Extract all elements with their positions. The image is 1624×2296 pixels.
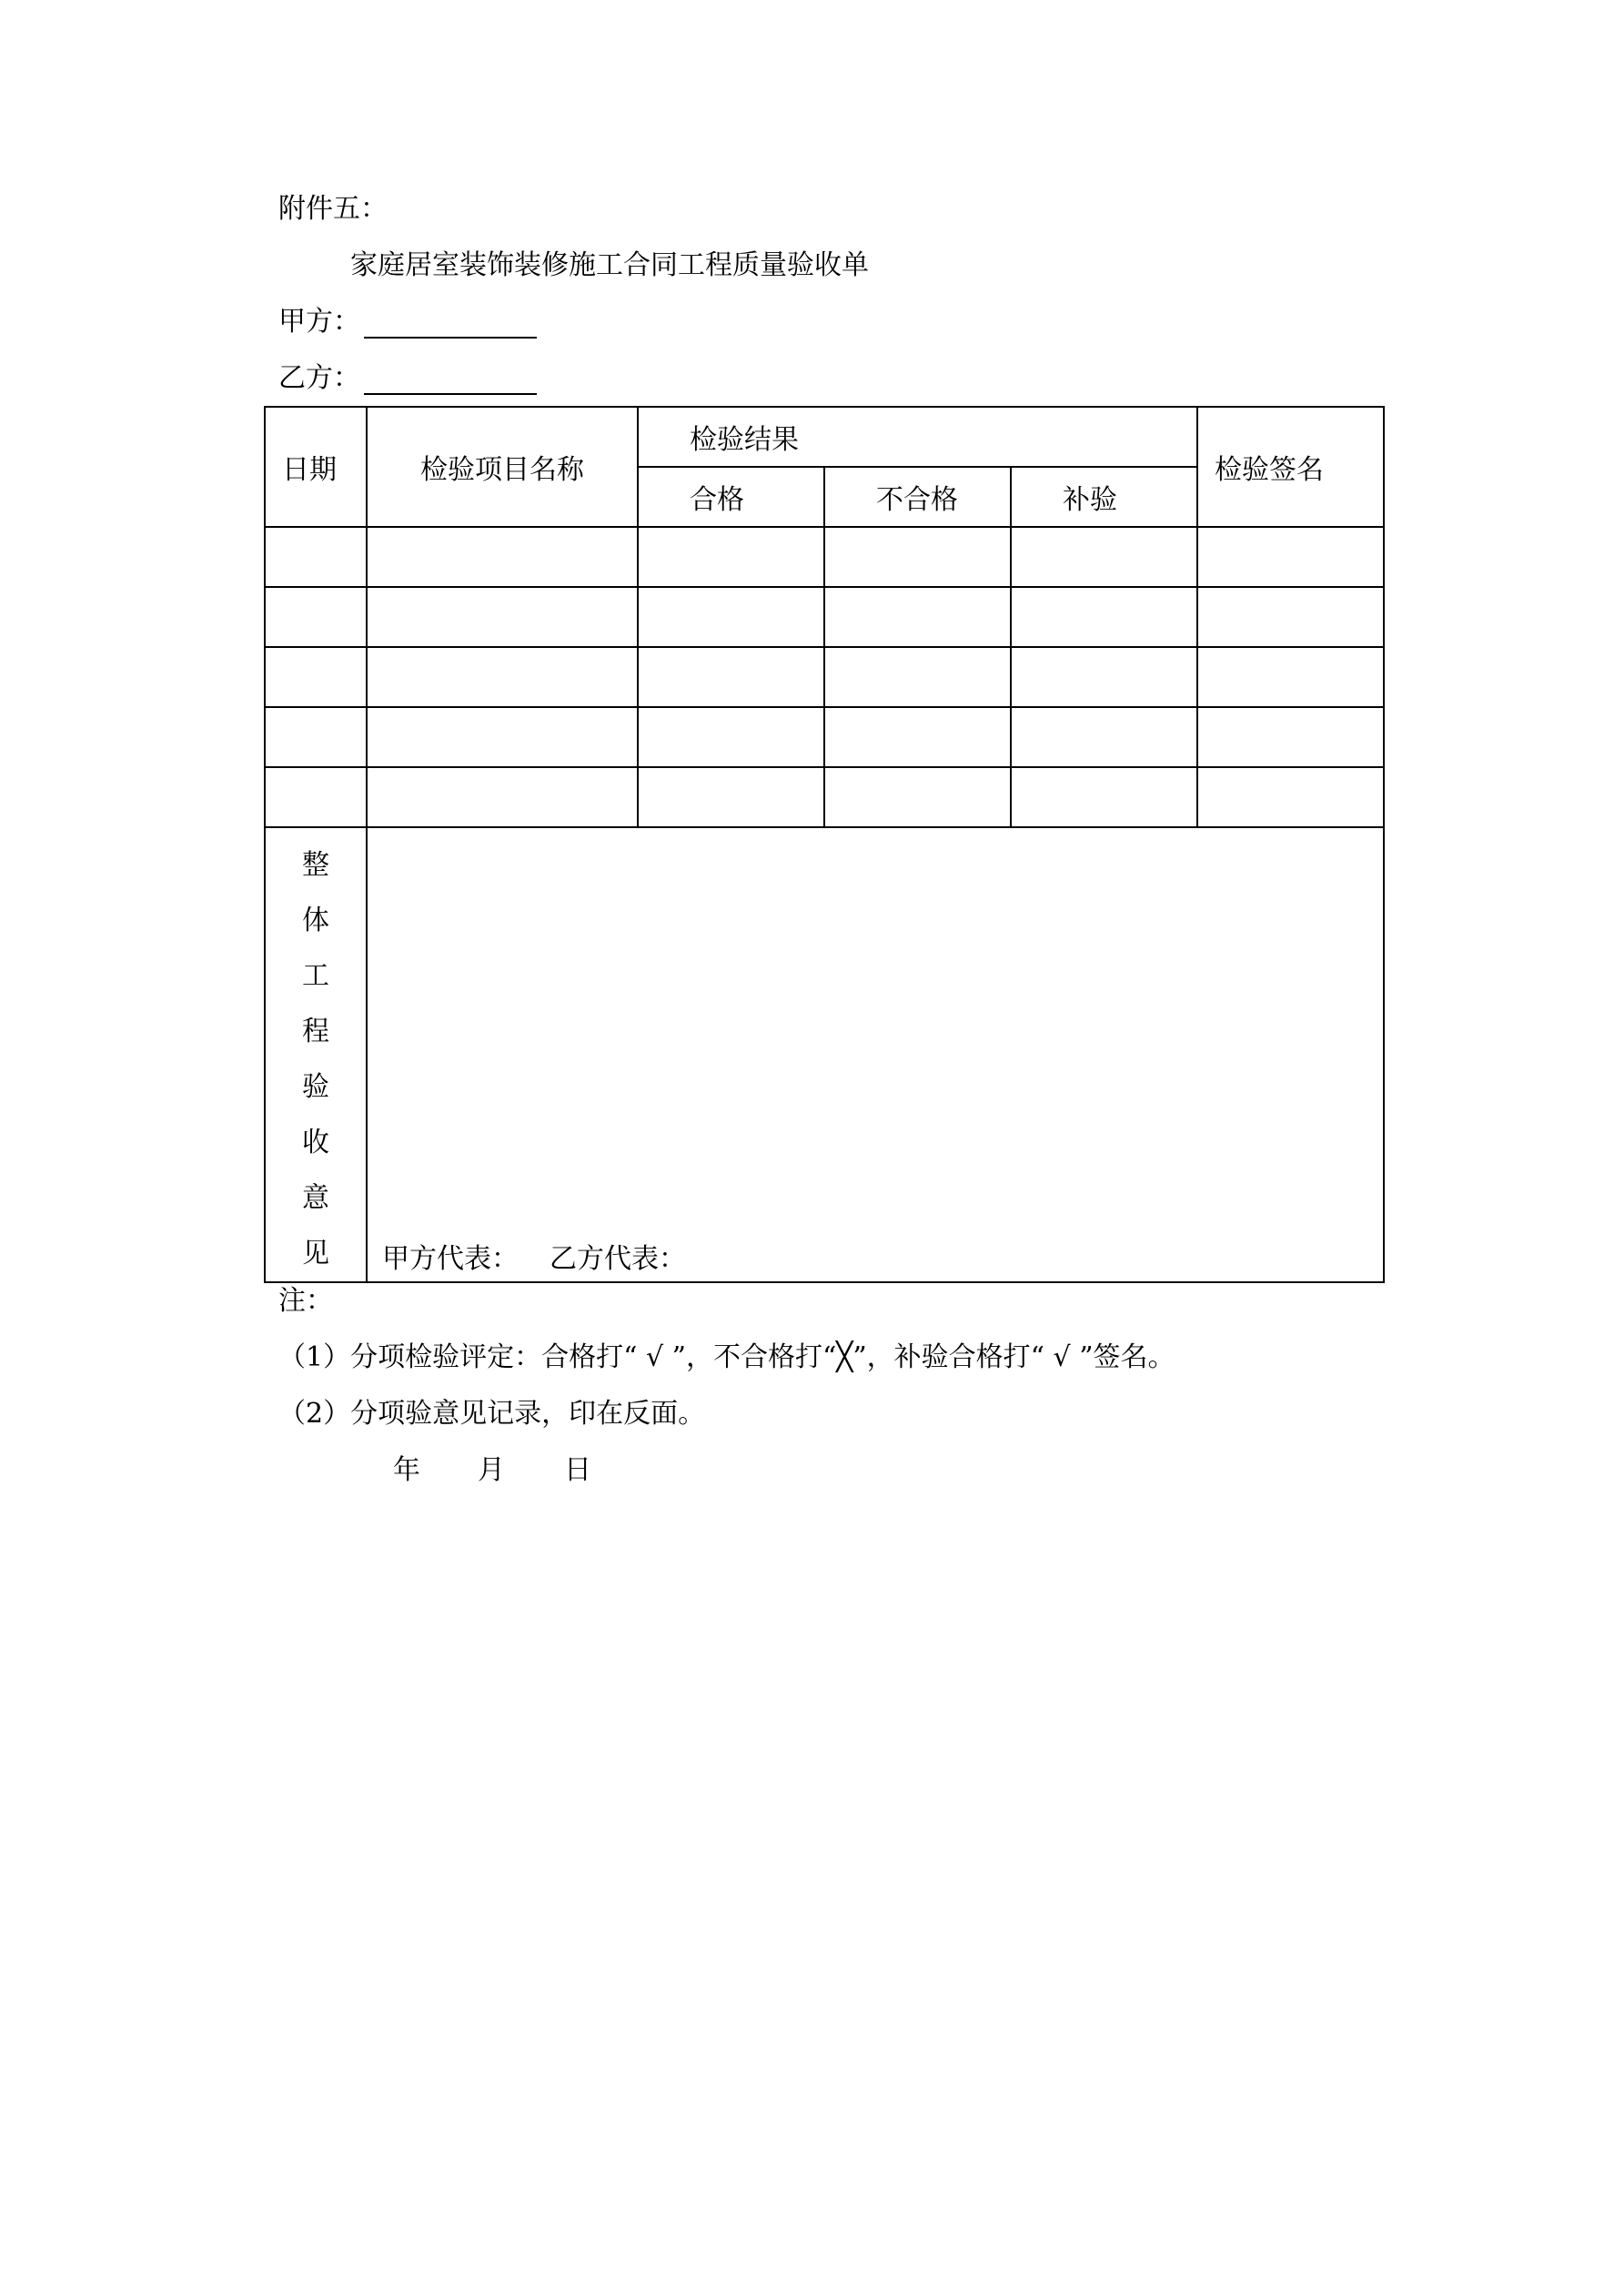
cell-fail[interactable]	[824, 647, 1011, 707]
cell-fail[interactable]	[824, 767, 1011, 827]
cell-signature[interactable]	[1197, 587, 1384, 647]
cell-fail[interactable]	[824, 587, 1011, 647]
party-b-blank[interactable]	[364, 368, 537, 395]
cell-signature[interactable]	[1197, 707, 1384, 767]
opinion-char: 整	[302, 849, 329, 881]
table-row	[265, 527, 1384, 587]
party-a-label: 甲方：	[278, 306, 360, 338]
party-b-rep-label: 乙方代表：	[550, 1243, 686, 1275]
opinion-char: 意	[302, 1182, 329, 1214]
party-b-label: 乙方：	[278, 362, 360, 394]
cell-reinspect[interactable]	[1011, 527, 1197, 587]
cell-item-name[interactable]	[367, 647, 638, 707]
cell-fail[interactable]	[824, 707, 1011, 767]
party-b-line	[278, 362, 537, 395]
inspection-table	[264, 406, 1385, 1283]
table-row	[265, 587, 1384, 647]
cell-pass[interactable]	[638, 647, 824, 707]
party-a-line	[278, 306, 537, 339]
note-2: （2）分项验意见记录，印在反面。	[278, 1398, 706, 1430]
cell-date[interactable]	[265, 767, 367, 827]
cell-item-name[interactable]	[367, 527, 638, 587]
cell-fail[interactable]	[824, 527, 1011, 587]
header-fail: 不合格	[824, 467, 1011, 527]
table-row	[265, 647, 1384, 707]
opinion-label	[265, 827, 367, 1282]
header-date: 日期	[265, 407, 367, 527]
cell-date[interactable]	[265, 527, 367, 587]
cell-reinspect[interactable]	[1011, 767, 1197, 827]
opinion-char: 工	[302, 960, 329, 992]
opinion-char: 程	[302, 1016, 329, 1047]
cell-item-name[interactable]	[367, 767, 638, 827]
cell-reinspect[interactable]	[1011, 587, 1197, 647]
opinion-char: 见	[302, 1238, 329, 1269]
date-year: 年	[393, 1454, 420, 1486]
cell-pass[interactable]	[638, 707, 824, 767]
header-item-name: 检验项目名称	[367, 407, 638, 527]
cell-item-name[interactable]	[367, 587, 638, 647]
header-pass: 合格	[638, 467, 824, 527]
opinion-char: 体	[302, 905, 329, 936]
table-row	[265, 707, 1384, 767]
cell-signature[interactable]	[1197, 527, 1384, 587]
cell-item-name[interactable]	[367, 707, 638, 767]
note-1: （1）分项检验评定：合格打“ √ ”，不合格打“╳”，补验合格打“ √ ”签名。	[278, 1341, 1175, 1373]
document-title: 家庭居室装饰装修施工合同工程质量验收单	[350, 249, 869, 281]
header-signature: 检验签名	[1197, 407, 1384, 527]
representatives	[382, 1236, 1383, 1276]
header-reinspect: 补验	[1011, 467, 1197, 527]
cell-signature[interactable]	[1197, 767, 1384, 827]
cell-pass[interactable]	[638, 767, 824, 827]
cell-reinspect[interactable]	[1011, 647, 1197, 707]
attachment-label: 附件五：	[278, 193, 388, 225]
cell-pass[interactable]	[638, 587, 824, 647]
date-month: 月	[478, 1454, 505, 1486]
opinion-char: 收	[302, 1127, 329, 1158]
cell-date[interactable]	[265, 707, 367, 767]
opinion-char: 验	[302, 1071, 329, 1103]
cell-pass[interactable]	[638, 527, 824, 587]
party-a-blank[interactable]	[364, 311, 537, 339]
opinion-field[interactable]	[367, 827, 1384, 1282]
header-result: 检验结果	[638, 407, 1197, 467]
cell-reinspect[interactable]	[1011, 707, 1197, 767]
cell-signature[interactable]	[1197, 647, 1384, 707]
cell-date[interactable]	[265, 587, 367, 647]
party-a-rep-label: 甲方代表：	[382, 1243, 519, 1275]
cell-date[interactable]	[265, 647, 367, 707]
date-day: 日	[564, 1454, 591, 1486]
table-row	[265, 767, 1384, 827]
notes-label: 注：	[278, 1285, 333, 1317]
